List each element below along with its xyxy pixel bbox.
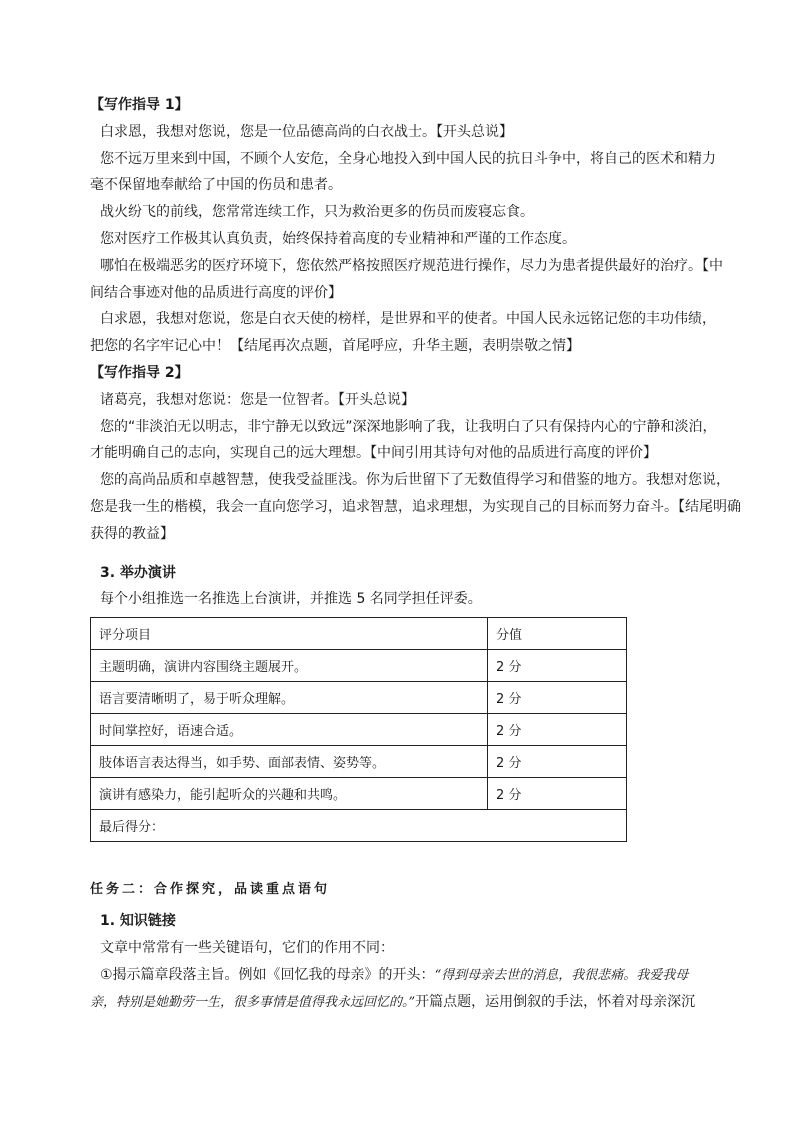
guide2-paragraph-2a: 您的“非淡泊无以明志，非宁静无以致远”深深地影响了我，让我明白了只有保持内心的宁静和淡泊，: [100, 418, 717, 435]
guide1-paragraph-5a: 哪怕在极端恶劣的医疗环境下，您依然严格按照医疗规范进行操作，尽力为患者提供最好的治疗。【中: [100, 257, 723, 274]
knowledge-link-heading: 1. 知识链接: [100, 913, 176, 929]
task2-paragraph-3: [90, 989, 730, 1017]
task2-title: 任务二：合作探究，品读重点语句: [90, 882, 331, 897]
score-table: [90, 617, 627, 842]
task2-paragraph-3-tail: 开篇点题，运用倒叙的手法，怀着对母亲深沉: [415, 994, 696, 1011]
final-score-cell: 最后得分：: [91, 810, 627, 842]
guide1-paragraph-5b: 间结合事迹对他的品质进行高度的评价】: [90, 284, 342, 301]
table-row: [91, 682, 627, 714]
task2-paragraph-2-lead: ①揭示篇章段落主旨。例如《回忆我的母亲》的开头：: [100, 966, 435, 983]
guide2-heading: 【写作指导 2】: [90, 364, 189, 381]
table-header-row: [91, 618, 627, 650]
quote-text: “得到母亲去世的消息，我很悲痛。我爱我母: [434, 967, 689, 983]
table-row: [91, 714, 627, 746]
table-cell: 2 分: [488, 714, 627, 746]
guide1-paragraph-2b: 毫不保留地奉献给了中国的伤员和患者。: [90, 177, 342, 194]
guide1-heading: 【写作指导 1】: [90, 97, 189, 113]
final-score-row: [91, 810, 627, 842]
table-cell: 时间掌控好，语速合适。: [91, 714, 488, 746]
table-cell: 2 分: [488, 650, 627, 682]
table-header-cell: 评分项目: [91, 618, 488, 650]
table-row: [91, 746, 627, 778]
guide2-paragraph-1: 诸葛亮，我想对您说：您是一位智者。【开头总说】: [100, 391, 415, 408]
table-cell: 演讲有感染力，能引起听众的兴趣和共鸣。: [91, 778, 488, 810]
table-cell: 2 分: [488, 682, 627, 714]
guide2-paragraph-3a: 您的高尚品质和卓越智慧，使我受益匪浅。你为后世留下了无数值得学习和借鉴的地方。我想对您说，: [100, 472, 730, 489]
table-row: [91, 650, 627, 682]
guide2-paragraph-2b: 才能明确自己的志向，实现自己的远大理想。【中间引用其诗句对他的品质进行高度的评价】: [90, 445, 657, 462]
task2-paragraph-2: [90, 962, 730, 990]
table-cell: 肢体语言表达得当，如手势、面部表情、姿势等。: [91, 746, 488, 778]
task2-content: [90, 908, 730, 1017]
guide1-paragraph-6a: 白求恩，我想对您说，您是白衣天使的榜样，是世界和平的使者。中国人民永远铭记您的丰功伟绩，: [100, 311, 716, 328]
table-cell: 2 分: [488, 778, 627, 810]
speech-intro: 每个小组推选一名推选上台演讲，并推选 5 名同学担任评委。: [100, 591, 482, 608]
guide1-paragraph-1: 白求恩，我想对您说，您是一位品德高尚的白衣战士。【开头总说】: [100, 123, 513, 140]
task2-paragraph-1: 文章中常常有一些关键语句，它们的作用不同：: [100, 939, 394, 956]
guide1-paragraph-4: 您对医疗工作极其认真负责，始终保持着高度的专业精神和严谨的工作态度。: [100, 230, 576, 247]
table-header-cell: 分值: [488, 618, 627, 650]
guide1-paragraph-2a: 您不远万里来到中国，不顾个人安危，全身心地投入到中国人民的抗日斗争中，将自己的医术和精力: [100, 150, 716, 167]
table-cell: 语言要清晰明了，易于听众理解。: [91, 682, 488, 714]
guide2-paragraph-3b: 您是我一生的楷模，我会一直向您学习，追求智慧，追求理想，为实现自己的目标而努力奋斗。【结尾明确: [90, 498, 741, 515]
guide1-paragraph-3: 战火纷飞的前线，您常常连续工作，只为救治更多的伤员而废寝忘食。: [100, 204, 534, 221]
table-cell: 主题明确，演讲内容围绕主题展开。: [91, 650, 488, 682]
speech-heading: 3. 举办演讲: [100, 564, 176, 581]
guide1-paragraph-6b: 把您的名字牢记心中！【结尾再次点题，首尾呼应，升华主题，表明崇敬之情】: [90, 338, 580, 355]
table-row: [91, 778, 627, 810]
quote-text: 亲，特别是她勤劳一生，很多事情是值得我永远回忆的。”: [90, 995, 416, 1011]
table-cell: 2 分: [488, 746, 627, 778]
main-content: [90, 92, 741, 842]
guide2-paragraph-3c: 获得的教益】: [90, 525, 174, 542]
